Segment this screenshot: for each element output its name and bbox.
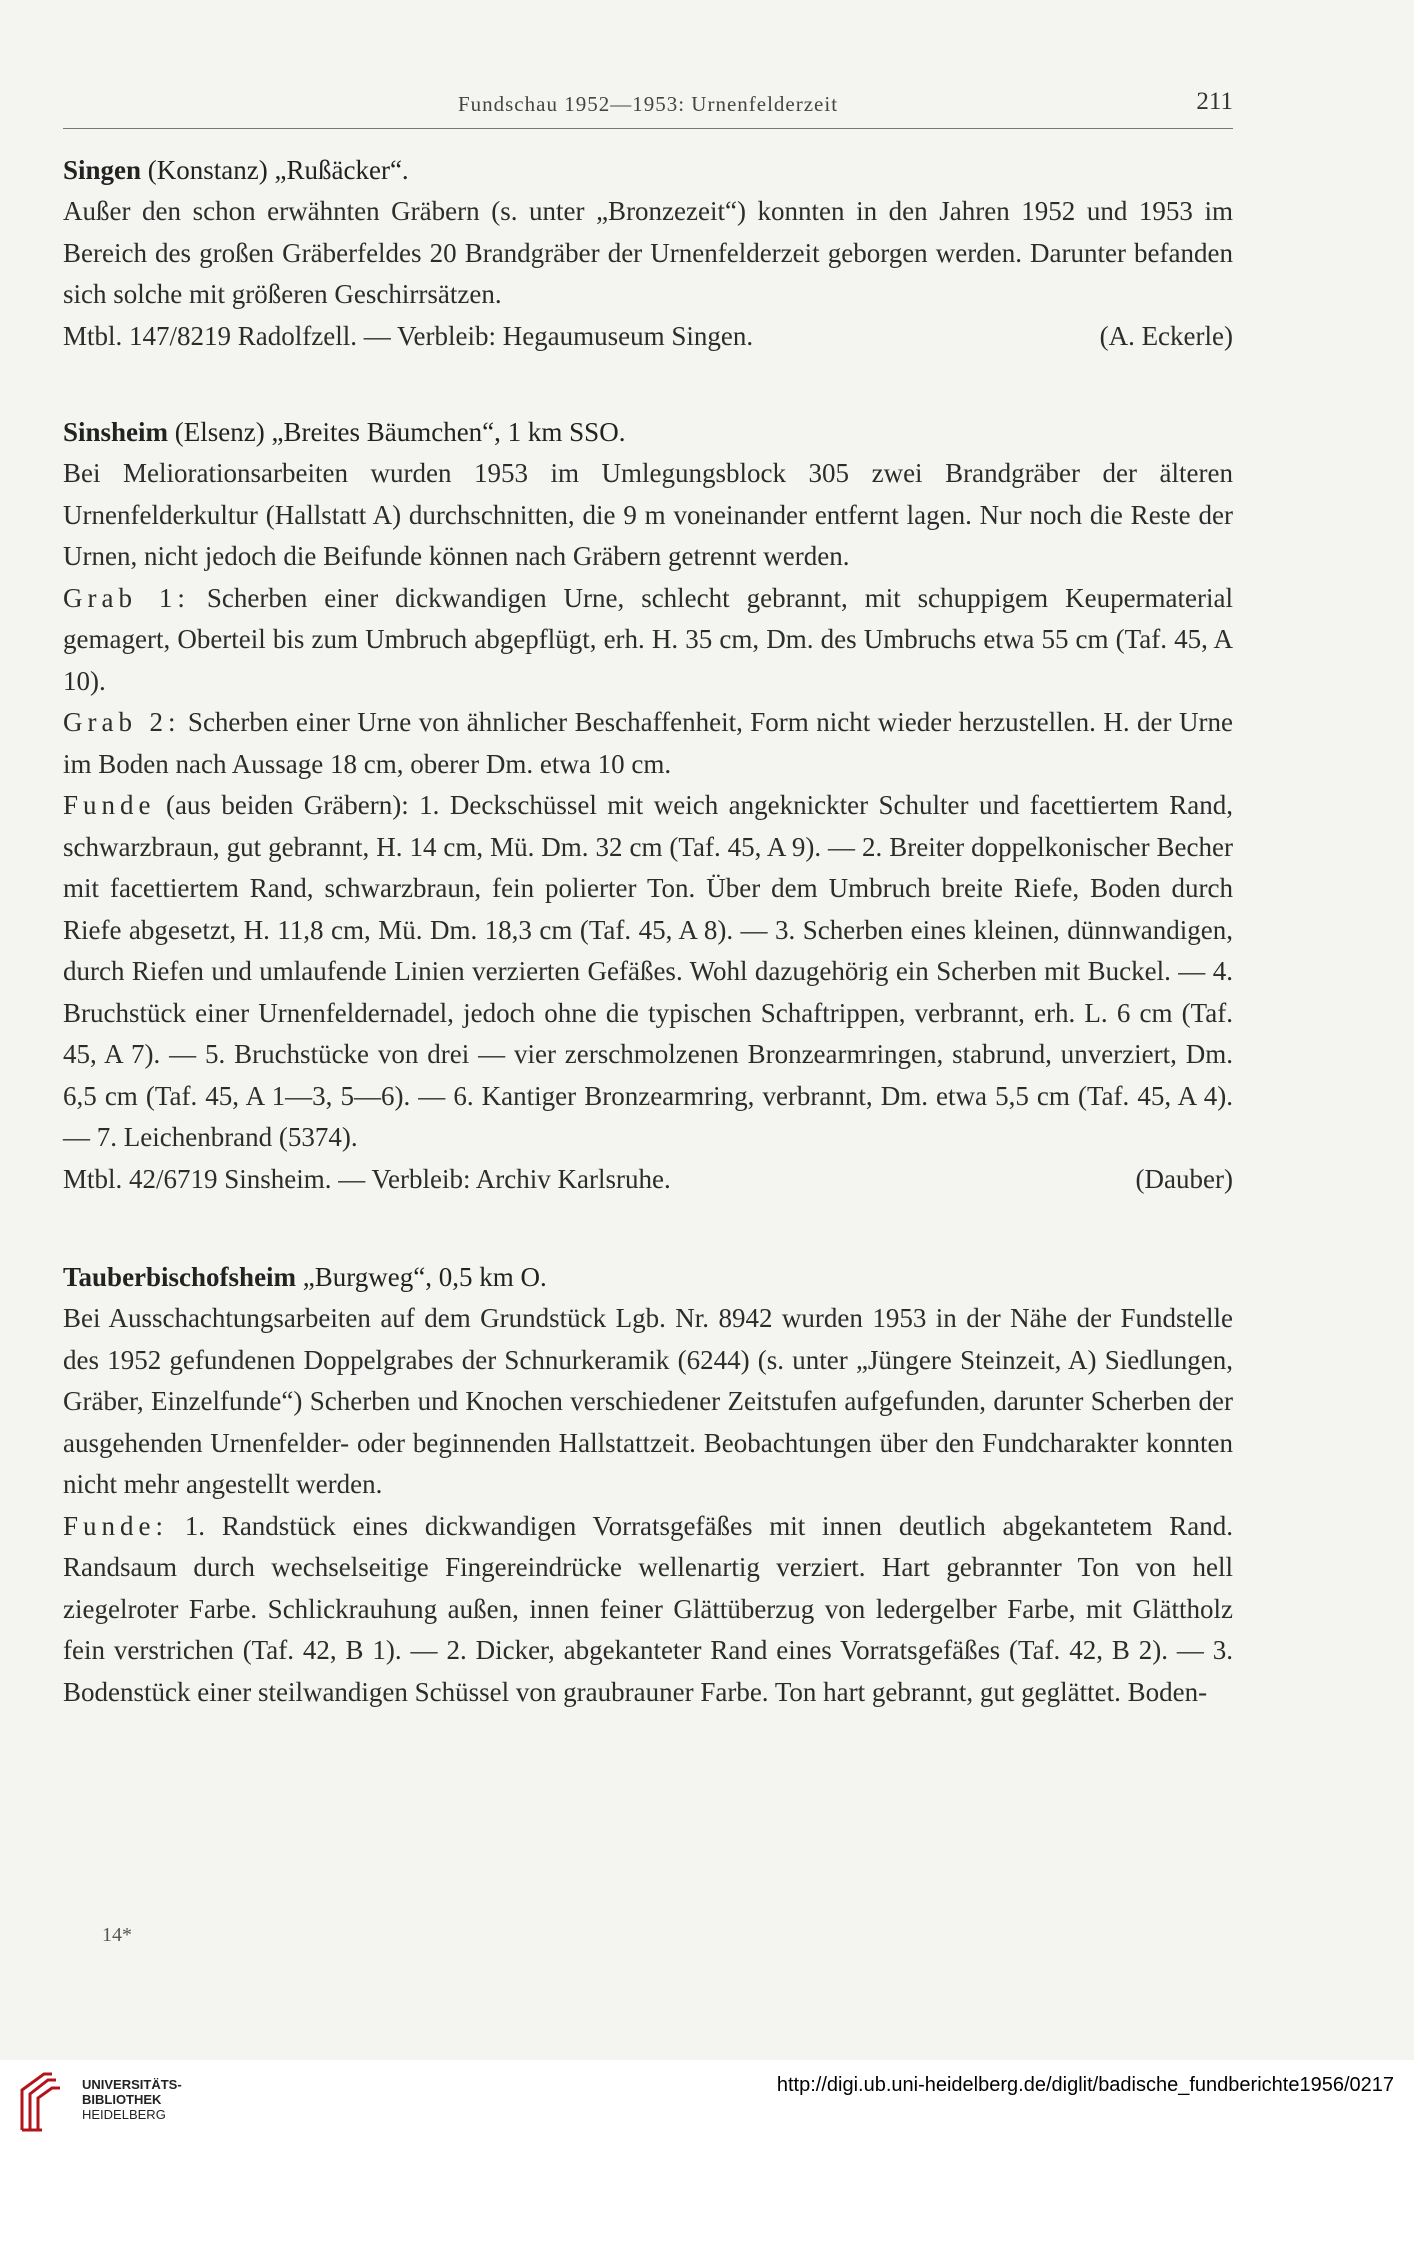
body-paragraph: [63, 1506, 1233, 1714]
map-reference: Mtbl. 42/6719 Sinsheim. — Verbleib: Archiv Karlsruhe.: [63, 1163, 671, 1194]
library-name: [82, 2077, 182, 2122]
site-place-name: Sinsheim: [63, 417, 169, 447]
ub-heidelberg-logo-icon: [12, 2068, 82, 2138]
site-location-detail: (Elsenz) „Breites Bäumchen“, 1 km SSO.: [168, 417, 626, 447]
running-head: Fundschau 1952—1953: Urnenfelderzeit: [457, 92, 839, 116]
paragraph-text: 1. Randstück eines dickwandigen Vorratsgefäßes mit innen deutlich abgekantetem Rand. Randsaum durch wechselseitige Fingereindrücke wellenartig verziert. Hart gebrannter Ton von hell ziegelroter Farbe. Schlickrauhung außen, innen feiner Glättüberzug von ledergelber Farbe, mit Glättholz fein verstrichen (Taf. 42, B 1). — 2. Dicker, abgekanteter Rand eines Vorratsgefäßes (Taf. 42, B 2). — 3. Bodenstück einer steilwandigen Schüssel von graubrauner Farbe. Ton hart gebrannt, gut geglättet. Boden-: [63, 1510, 1233, 1707]
body-paragraph: Außer den schon erwähnten Gräbern (s. unter „Bronzezeit“) konnten in den Jahren 1952 und 1953 im Bereich des großen Gräberfeldes 20 Brandgräber der Urnenfelderzeit geborgen werden. Darunter befanden sich solche mit größeren Geschirrsätzen.: [63, 196, 1233, 309]
site-place-name: Singen: [63, 155, 142, 185]
entry-tauberbischofsheim: [63, 1257, 1233, 1713]
body-paragraph: [63, 702, 1233, 785]
main-text: [63, 150, 1233, 1713]
author-credit: (Dauber): [1135, 1163, 1233, 1194]
paragraph-lead: Funde:: [63, 1510, 169, 1541]
body-paragraph: Bei Meliorationsarbeiten wurden 1953 im Umlegungsblock 305 zwei Brandgräber der älteren Urnenfelderkultur (Hallstatt A) durchschnitten, die 9 m voneinander entfernt lagen. Nur noch die Reste der Urnen, nicht jedoch die Beifunde können nach Gräbern getrennt werden.: [63, 458, 1233, 571]
source-url-link[interactable]: http://digi.ub.uni-heidelberg.de/diglit/badische_fundberichte1956/0217: [776, 2074, 1394, 2096]
site-heading: [63, 412, 1233, 453]
map-reference: Mtbl. 147/8219 Radolfzell. — Verbleib: Hegaumuseum Singen.: [63, 320, 754, 351]
paragraph-text: Scherben einer Urne von ähnlicher Beschaffenheit, Form nicht wieder herzustellen. H. der Urne im Boden nach Aussage 18 cm, oberer Dm. etwa 10 cm.: [63, 707, 1233, 779]
map-reference-line: [63, 1159, 1233, 1201]
digitization-footer: [0, 2060, 1414, 2242]
signature-mark: 14*: [102, 1924, 132, 1946]
body-paragraph: [63, 578, 1233, 703]
paragraph-text: (aus beiden Gräbern): 1. Deckschüssel mit weich angeknickter Schulter und facettiertem Rand, schwarzbraun, gut gebrannt, H. 14 cm, Mü. Dm. 32 cm (Taf. 45, A 9). — 2. Breiter doppelkonischer Becher mit facettiertem Rand, schwarzbraun, fein polierter Ton. Über dem Umbruch breite Riefe, Boden durch Riefe abgesetzt, H. 11,8 cm, Mü. Dm. 18,3 cm (Taf. 45, A 8). — 3. Scherben eines kleinen, dünnwandigen, durch Riefen und umlaufende Linien verzierten Gefäßes. Wohl dazugehörig ein Scherben mit Buckel. — 4. Bruchstück einer Urnenfeldernadel, jedoch ohne die typischen Schaftrippen, verbrannt, erh. L. 6 cm (Taf. 45, A 7). — 5. Bruchstücke von drei — vier zerschmolzenen Bronzearmringen, stabrund, unverziert, Dm. 6,5 cm (Taf. 45, A 1—3, 5—6). — 6. Kantiger Bronzearmring, verbrannt, Dm. etwa 5,5 cm (Taf. 45, A 4). — 7. Leichenbrand (5374).: [63, 790, 1233, 1152]
paragraph-text: Scherben einer dickwandigen Urne, schlecht gebrannt, mit schuppigem Keupermaterial gemagert, Oberteil bis zum Umbruch abgepflügt, erh. H. 35 cm, Dm. des Umbruchs etwa 55 cm (Taf. 45, A 10).: [63, 582, 1233, 696]
entry-singen: [63, 150, 1233, 357]
library-name-line: UNIVERSITÄTS-: [82, 2077, 182, 2092]
site-heading: [63, 1257, 1233, 1298]
site-heading: [63, 150, 1233, 191]
body-paragraph: [63, 785, 1233, 1159]
page-header: [63, 88, 1233, 129]
site-place-name: Tauberbischofsheim: [63, 1262, 297, 1292]
paragraph-lead: Grab 2:: [63, 707, 181, 737]
author-credit: (A. Eckerle): [1099, 320, 1233, 351]
paragraph-lead: Grab 1:: [63, 582, 190, 613]
paragraph-lead: Funde: [63, 790, 156, 820]
site-location-detail: (Konstanz) „Rußäcker“.: [141, 155, 409, 185]
library-name-line: HEIDELBERG: [82, 2107, 166, 2122]
page-number: 211: [1196, 88, 1233, 115]
map-reference-line: [63, 316, 1233, 358]
entry-sinsheim: [63, 412, 1233, 1200]
body-paragraph: Bei Ausschachtungsarbeiten auf dem Grundstück Lgb. Nr. 8942 wurden 1953 in der Nähe der Fundstelle des 1952 gefundenen Doppelgrabes der Schnurkeramik (6244) (s. unter „Jüngere Steinzeit, A) Siedlungen, Gräber, Einzelfunde“) Scherben und Knochen verschiedener Zeitstufen aufgefunden, darunter Scherben der ausgehenden Urnenfelder- oder beginnenden Hallstattzeit. Beobachtungen über den Fundcharakter konnten nicht mehr angestellt werden.: [63, 1303, 1233, 1499]
library-name-line: BIBLIOTHEK: [82, 2092, 162, 2107]
site-location-detail: „Burgweg“, 0,5 km O.: [296, 1262, 547, 1292]
